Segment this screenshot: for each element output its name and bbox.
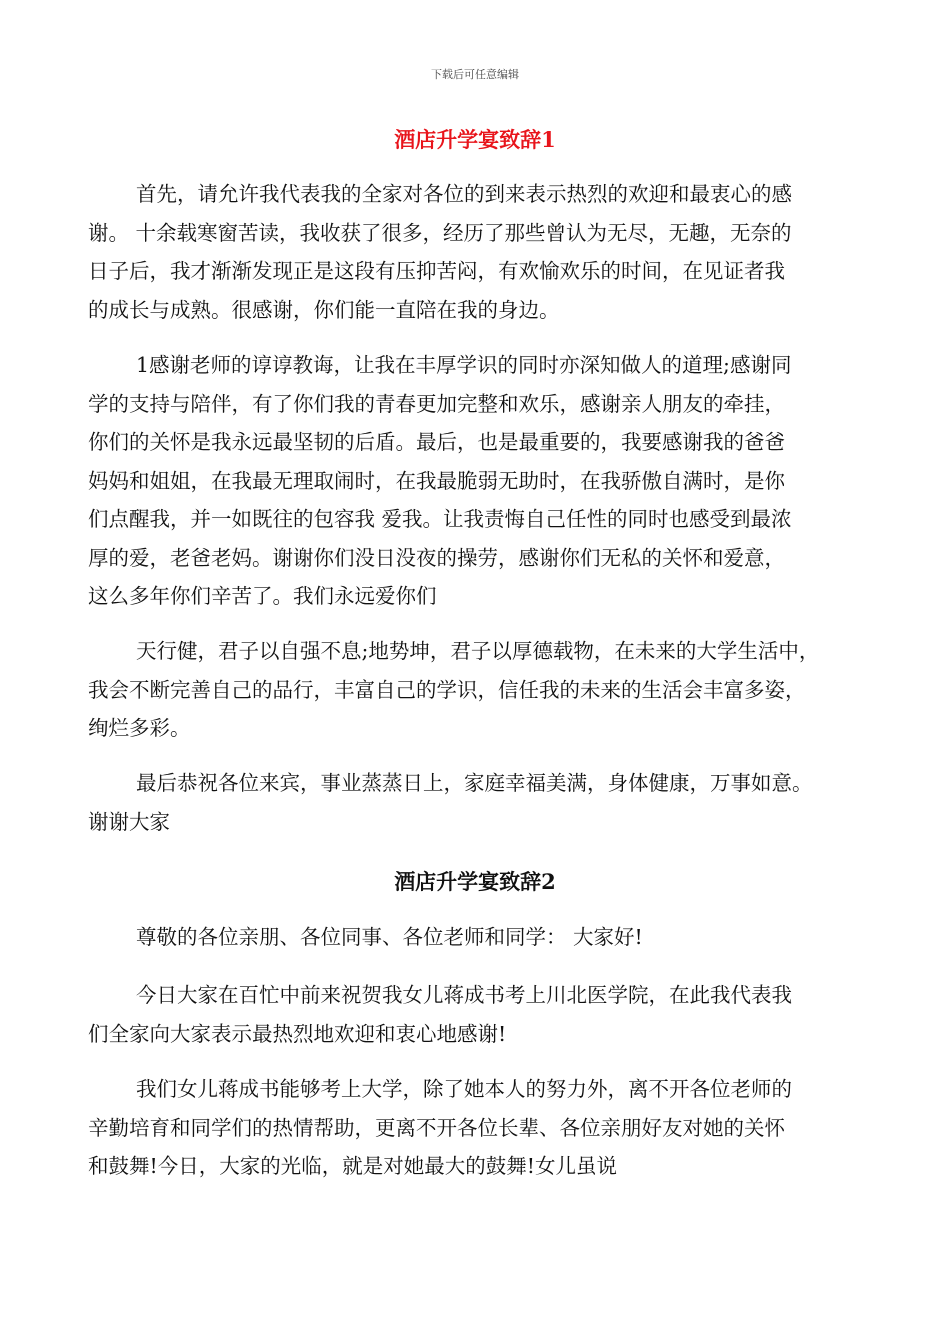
text-line: 厚的爱，老爸老妈。谢谢你们没日没夜的操劳，感谢你们无私的关怀和爱意， xyxy=(88,545,785,570)
text-line: 学的支持与陪伴，有了你们我的青春更加完整和欢乐，感谢亲人朋友的牵挂， xyxy=(88,391,785,416)
text-line: 妈妈和姐姐，在我最无理取闹时，在我最脆弱无助时，在我骄傲自满时，是你 xyxy=(88,468,785,493)
text-line: 我会不断完善自己的品行，丰富自己的学识，信任我的未来的生活会丰富多姿， xyxy=(88,677,806,702)
text-line: 1感谢老师的谆谆教诲，让我在丰厚学识的同时亦深知做人的道理;感谢同 xyxy=(136,353,792,377)
section-2-paragraph-1 xyxy=(88,918,878,957)
section-1-title: 酒店升学宴致辞1 xyxy=(394,127,556,152)
section-1-paragraph-4 xyxy=(88,764,878,841)
text-line: 尊敬的各位亲朋、各位同事、各位老师和同学： 大家好! xyxy=(136,925,643,949)
text-line: 们点醒我，并一如既往的包容我 爱我。让我责悔自己任性的同时也感受到最浓 xyxy=(88,507,792,531)
section-1-paragraph-3 xyxy=(88,632,878,748)
header-note: 下载后可任意编辑 xyxy=(431,68,519,81)
text-line: 天行健，君子以自强不息;地势坤，君子以厚德载物，在未来的大学生活中， xyxy=(136,639,820,663)
section-2-paragraph-3 xyxy=(88,1070,878,1186)
text-line: 首先，请允许我代表我的全家对各位的到来表示热烈的欢迎和最衷心的感 xyxy=(136,182,792,206)
text-line: 辛勤培育和同学们的热情帮助，更离不开各位长辈、各位亲朋好友对她的关怀 xyxy=(88,1115,785,1140)
text-line: 你们的关怀是我永远最坚韧的后盾。最后，也是最重要的，我要感谢我的爸爸 xyxy=(88,430,785,454)
text-line: 的成长与成熟。很感谢，你们能一直陪在我的身边。 xyxy=(88,297,560,322)
section-1-paragraph-1 xyxy=(88,175,878,329)
text-line: 绚烂多彩。 xyxy=(88,716,191,740)
text-line: 今日大家在百忙中前来祝贺我女儿蒋成书考上川北医学院，在此我代表我 xyxy=(136,983,792,1007)
text-line: 和鼓舞!今日，大家的光临，就是对她最大的鼓舞!女儿虽说 xyxy=(88,1154,617,1178)
text-line: 最后恭祝各位来宾，事业蒸蒸日上，家庭幸福美满，身体健康，万事如意。 xyxy=(136,771,813,795)
text-line: 这么多年你们辛苦了。我们永远爱你们 xyxy=(88,584,437,608)
text-line: 日子后，我才渐渐发现正是这段有压抑苦闷，有欢愉欢乐的时间，在见证者我 xyxy=(88,259,785,283)
section-1-paragraph-2 xyxy=(88,346,878,616)
text-line: 谢。 十余载寒窗苦读，我收获了很多，经历了那些曾认为无尽，无趣，无奈的 xyxy=(88,220,792,245)
text-line: 我们女儿蒋成书能够考上大学，除了她本人的努力外，离不开各位老师的 xyxy=(136,1077,792,1101)
text-line: 们全家向大家表示最热烈地欢迎和衷心地感谢! xyxy=(88,1021,507,1046)
section-2-paragraph-2 xyxy=(88,976,878,1053)
text-line: 谢谢大家 xyxy=(88,809,170,834)
section-2-title: 酒店升学宴致辞2 xyxy=(394,869,556,894)
